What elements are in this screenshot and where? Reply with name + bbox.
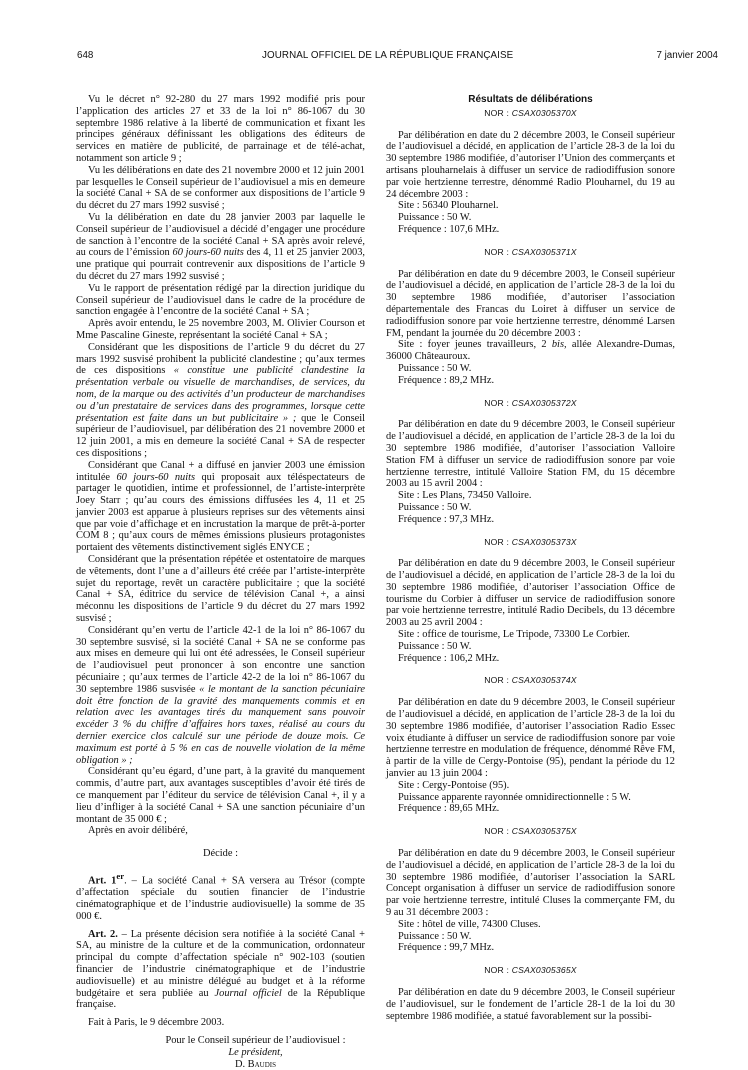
- power: Puissance : 50 W.: [398, 930, 472, 942]
- signature-name: D. Baudis: [234, 1058, 277, 1070]
- article-2: Art. 2. – La présente décision sera notifiée à la société Canal + SA, au ministre de la culture et de la communication, ordonnateur principal du compte d’affectation spéciale n° 902-103 (soutien financier de l’industrie cinématographique et de l’industrie audiovisuelle) et au ministre délégué au budget et à la réforme budgétaire et sera publiée au Journal officiel de la République française.: [76, 928, 365, 1011]
- signing-place-date: Fait à Paris, le 9 décembre 2003.: [88, 1017, 225, 1029]
- deliberation-text: Par délibération en date du 2 décembre 2003, le Conseil supérieur de l’audiovisuel a décidé, en application de l’article 28-3 de la loi du 30 septembre 1986 modifiée, d’autoriser l’Union des commerçants et artisans plouharnelais à diffuser un service de radiodiffusion sonore par voie hertzienne terrestre, dénommé Radio Plouharnel, du 19 au 24 décembre 2003 :: [386, 129, 675, 200]
- deliberation-block: [386, 826, 675, 954]
- deliberation-block: [386, 537, 675, 665]
- deliberation-text: Par délibération en date du 9 décembre 2003, le Conseil supérieur de l’audiovisuel a décidé, en application de l’article 28-3 de la loi du 30 septembre 1986 modifiée, d’autoriser l’association Office de tourisme du Corbier à diffuser un service de radiodiffusion sonore par voie hertzienne terrestre, intitulé Radio Decibels, du 13 décembre 2003 au 25 avril 2004 :: [386, 558, 675, 629]
- signature-title: Le président,: [228, 1046, 283, 1058]
- paragraph: Après en avoir délibéré,: [88, 825, 188, 837]
- section-title: Résultats de délibérations: [468, 94, 593, 105]
- site: Site : hôtel de ville, 74300 Cluses.: [398, 918, 541, 930]
- paragraph: Considérant qu’en vertu de l’article 42-1 de la loi n° 86-1067 du 30 septembre susvisé, si la société Canal + SA ne se conforme pas aux mises en demeure qui lui ont été adressées, le Conseil supérieur de l’audiovisuel peut prononcer à son encontre une sanction pécuniaire ; qu’aux termes de l’article 42-2 de la loi n° 86-1067 du 30 septembre 1986 susvisée « le montant de la sanction pécuniaire doit être fonction de la gravité des manquements commis et en relation avec les avantages tirés du manquement sans pouvoir excéder 3 % du chiffre d’affaires hors taxes, réalisé au cours du dernier exercice clos calculé sur une période de douze mois. Ce maximum est porté à 5 % en cas de nouvelle violation de la même obligation » ;: [76, 624, 365, 766]
- paragraph: Vu le rapport de présentation rédigé par la direction juridique du Conseil supérieur de l’audiovisuel dans le cadre de la procédure de sanction engagée à l’encontre de la société Canal + SA ;: [76, 282, 365, 318]
- emission-title: 60 jours-60 nuits: [172, 247, 244, 259]
- frequency: Fréquence : 89,65 MHz.: [398, 803, 500, 815]
- paragraph: Vu la délibération en date du 28 janvier 2003 par laquelle le Conseil supérieur de l’audiovisuel a décidé d’engager une procédure de sanction à l’encontre de la société Canal + SA après avoir relevé, au cours de l’émission 60 jours-60 nuits des 4, 11 et 25 janvier 2003, une pratique qui pourrait contrevenir aux dispositions de l’article 9 du décret du 27 mars 1992 susvisé ;: [76, 211, 366, 282]
- power: Puissance apparente rayonnée omnidirectionnelle : 5 W.: [398, 791, 631, 803]
- paragraph: Vu le décret n° 92-280 du 27 mars 1992 modifié pris pour l’application des articles 27 et 33 de la loi n° 86-1067 du 30 septembre 1986 relative à la liberté de communication et fixant les principes généraux définissant les obligations des éditeurs de services en matière de publicité, de parrainage et de télé-achat, notamment son article 9 ;: [76, 94, 365, 164]
- frequency: Fréquence : 99,7 MHz.: [398, 942, 495, 954]
- deliberation-text: Par délibération en date du 9 décembre 2003, le Conseil supérieur de l’audiovisuel a décidé, en application de l’article 28-3 de la loi du 30 septembre 1986 modifiée, d’autoriser l’association la SARL Concept organisation à diffuser un service de radiodiffusion sonore par voie hertzienne terrestre, intitulé Cluses la commerçante FM, du 9 au 31 décembre 2003 :: [386, 848, 675, 919]
- deliberation-text: Par délibération en date du 9 décembre 2003, le Conseil supérieur de l’audiovisuel, sur le fondement de l’article 28-1 de la loi du 30 septembre 1986 modifiée, a statué favorablement sur la possibi-: [386, 987, 675, 1022]
- paragraph: Vu les délibérations en date des 21 novembre 2000 et 12 juin 2001 par lesquelles le Conseil supérieur de l’audiovisuel a mis en demeure la société Canal + SA de se conformer aux dispositions de l’article 9 du décret du 27 mars 1992 susvisé ;: [76, 164, 365, 212]
- paragraph: Considérant qu’eu égard, d’une part, à la gravité du manquement commis, d’autre part, aux avantages susceptibles d’avoir été tirés de ce manquement par l’éditeur du service de télévision Canal +, il y a lieu d’infliger à la société Canal + SA une sanction pécuniaire d’un montant de 35 000 € ;: [76, 766, 365, 825]
- deliberation-block: [386, 675, 675, 815]
- deliberation-block: [386, 965, 675, 1022]
- power: Puissance : 50 W.: [398, 212, 472, 224]
- power: Puissance : 50 W.: [398, 362, 472, 374]
- paragraph: Après avoir entendu, le 25 novembre 2003, M. Olivier Courson et Mme Pascaline Gineste, représentant la société Canal + SA ;: [76, 318, 365, 341]
- paragraph: Considérant que Canal + a diffusé en janvier 2003 une émission intitulée 60 jours-60 nuits qui proposait aux téléspectateurs de partager le quotidien, intime et professionnel, de l’artiste-interprète Joey Starr ; qu’au cours des émissions diffusées les 4, 11 et 25 janvier 2003 est apparue à plusieurs reprises sur des vêtements ainsi que par voie d’affichage et en incrustation la marque de prêt-à-porter COM 8 ; qu’aux cours de mêmes émissions plusieurs protagonistes portaient des vêtements distinctivement siglés ENYCE ;: [76, 459, 365, 554]
- emission-title: 60 jours-60 nuits: [116, 471, 196, 483]
- paragraph: Considérant que la présentation répétée et ostentatoire de marques de vêtements, dont l’une a d’ailleurs été créée par l’artiste-interprète sujet du reportage, revêt un caractère publicitaire ; que la société Canal + SA, éditrice du service de télévision Canal +, a ainsi méconnu les dispositions de l’article 9 du décret du 27 mars 1992 susvisé ;: [76, 554, 365, 625]
- quotation: « le montant de la sanction pécuniaire doit être fonction de la gravité des manquements commis et en relation avec les avantages tirés du manquement sans pouvoir excéder 3 % du chiffre d’affaires hors taxes, réalisé au cours du dernier exercice clos calculé sur une période de douze mois. Ce maximum est porté à 5 % en cas de nouvelle violation de la même obligation » ;: [76, 683, 365, 766]
- nor-reference: NOR : CSAX0305373X: [484, 536, 577, 547]
- site: Site : Cergy-Pontoise (95).: [398, 779, 510, 791]
- journal-title: JOURNAL OFFICIEL DE LA RÉPUBLIQUE FRANÇAISE: [262, 50, 514, 61]
- deliberation-block: [386, 398, 675, 526]
- nor-reference: NOR : CSAX0305370X: [484, 107, 577, 118]
- signature-line: Pour le Conseil supérieur de l’audiovisuel :: [165, 1035, 346, 1047]
- nor-reference: NOR : CSAX0305365X: [484, 965, 577, 976]
- site: Site : 56340 Plouharnel.: [398, 200, 499, 212]
- nor-reference: NOR : CSAX0305374X: [484, 675, 577, 686]
- frequency: Fréquence : 106,2 MHz.: [398, 652, 500, 664]
- frequency: Fréquence : 89,2 MHz.: [398, 374, 495, 386]
- frequency: Fréquence : 97,3 MHz.: [398, 513, 495, 525]
- left-column: [76, 94, 365, 1070]
- deliberation-block: [386, 108, 675, 236]
- right-column: [386, 94, 675, 1022]
- nor-reference: NOR : CSAX0305372X: [484, 397, 577, 408]
- deliberation-block: [386, 247, 675, 387]
- paragraph: Considérant que les dispositions de l’article 9 du décret du 27 mars 1992 susvisé prohibent la publicité clandestine ; qu’aux termes de ces dispositions « constitue une publicité clandestine la présentation verbale ou visuelle de marchandises, de services, du nom, de la marque ou des activités d’un producteur de marchandises ou d’un prestataire de services dans des programmes, lorsque cette présentation est faite dans un but publicitaire » ; que le Conseil supérieur de l’audiovisuel, par délibération des 21 novembre 2000 et 12 juin 2001, a mis en demeure la société Canal + SA de respecter ces dispositions ;: [76, 341, 365, 459]
- deliberation-text: Par délibération en date du 9 décembre 2003, le Conseil supérieur de l’audiovisuel a décidé, en application de l’article 28-3 de la loi du 30 septembre 1986 modifiée, d’autoriser l’association départementale des Francas du Loiret à diffuser un service de radiodiffusion sonore par voie hertzienne terrestre, dénommé Larsen FM, pendant la journée du 20 décembre 2003 :: [386, 268, 675, 339]
- nor-reference: NOR : CSAX0305371X: [484, 246, 577, 257]
- site: Site : Les Plans, 73450 Valloire.: [398, 490, 532, 502]
- frequency: Fréquence : 107,6 MHz.: [398, 223, 500, 235]
- site: Site : office de tourisme, Le Tripode, 73300 Le Corbier.: [398, 629, 630, 641]
- page-number: 648: [77, 50, 94, 61]
- quotation: « constitue une publicité clandestine la présentation verbale ou visuelle de marchandises, de services, du nom, de la marque ou des activités d’un producteur de marchandises ou d’un prestataire de services dans des programmes, lorsque cette présentation est faite dans un but publicitaire » ;: [76, 365, 365, 424]
- nor-reference: NOR : CSAX0305375X: [484, 826, 577, 837]
- site: Site : foyer jeunes travailleurs, 2 bis, allée Alexandre-Dumas, 36000 Châteauroux.: [386, 339, 675, 363]
- power: Puissance : 50 W.: [398, 640, 472, 652]
- issue-date: 7 janvier 2004: [656, 50, 718, 61]
- deliberation-text: Par délibération en date du 9 décembre 2003, le Conseil supérieur de l’audiovisuel a décidé, en application de l’article 28-3 de la loi du 30 septembre 1986 modifiée, d’autoriser l’association Valloire Station FM à diffuser un service de radiodiffusion sonore par voie hertzienne terrestre, intitulé Valloire Station FM, du 15 décembre 2003 au 15 avril 2004 :: [386, 419, 675, 490]
- decide-heading: Décide :: [203, 848, 238, 860]
- article-1: Art. 1er. – La société Canal + SA versera au Trésor (compte d’affectation spéciale du soutien financier de l’industrie cinématographique et de l’industrie audiovisuelle) la somme de 35 000 €.: [76, 871, 366, 922]
- deliberation-text: Par délibération en date du 9 décembre 2003, le Conseil supérieur de l’audiovisuel a décidé, en application de l’article 28-3 de la loi du 30 septembre 1986 modifiée, d’autoriser l’association Radio Essec voix étudiante à diffuser un service de radiodiffusion sonore par voie hertzienne terrestre en modulation de fréquence, dénommé Rêve FM, à partir de la ville de Cergy-Pontoise (95), pendant la période du 12 janvier au 13 juin 2004 :: [386, 697, 675, 780]
- power: Puissance : 50 W.: [398, 501, 472, 513]
